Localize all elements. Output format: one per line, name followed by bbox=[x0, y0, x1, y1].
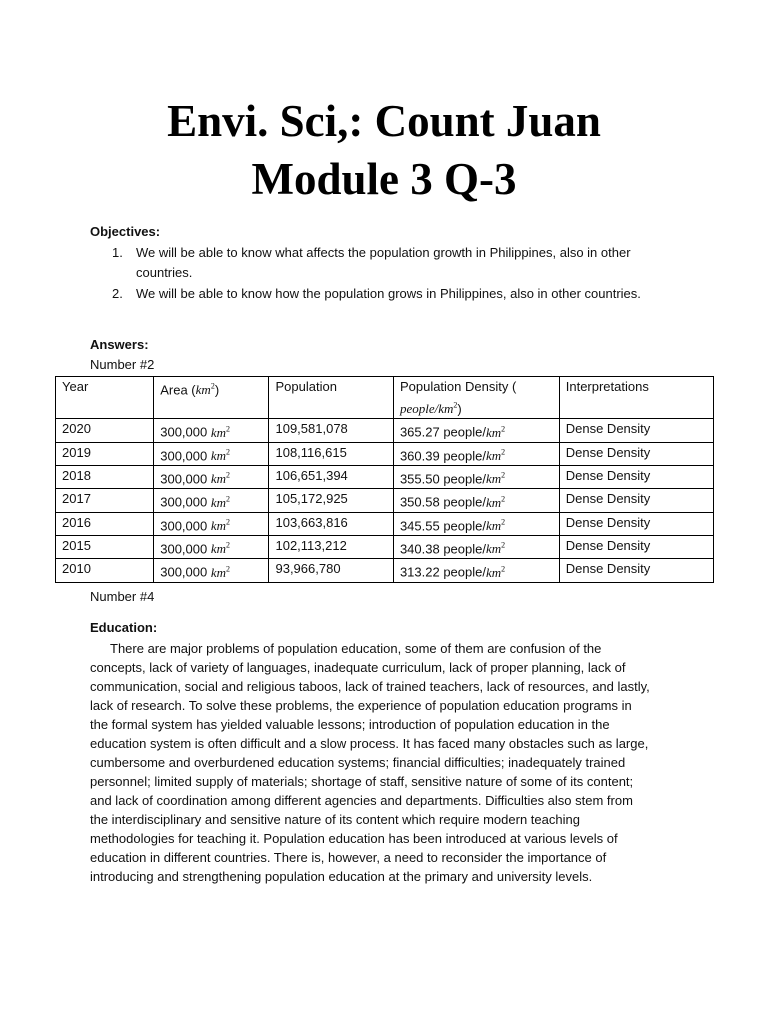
table-body bbox=[56, 419, 714, 582]
cell-population: 108,116,615 bbox=[269, 442, 393, 465]
cell-population: 93,966,780 bbox=[269, 559, 393, 582]
cell-year: 2018 bbox=[56, 465, 154, 488]
education-paragraph: There are major problems of population education, some of them are confusion of the concepts, lack of variety of languages, inadequate curriculum, lack of proper planning, lack of communication, social and religious taboos, lack of trained teachers, lack of resources, and lastly, lack of research. To solve these problems, the experience of population education programs in the formal system has yielded valuable lessons; introduction of population education in the education system is often difficult and a slow process. It has faced many obstacles such as large, cumbersome and overburdened education systems; financial difficulties; inadequately trained personnel; limited supply of materials; shortage of staff, sensitive nature of some of its content; and lack of coordination among different agencies and departments. Difficulties also stem from the interdisciplinary and sensitive nature of its content which require modern teaching methodologies for teaching it. Population education has been introduced at various levels of education in different countries. There is, however, a need to reconsider the importance of introducing and strengthening population education at the primary and university levels. bbox=[90, 641, 650, 884]
document-title bbox=[0, 92, 768, 208]
cell-area: 300,000 $km^2$ bbox=[154, 489, 269, 512]
cell-population: 106,651,394 bbox=[269, 465, 393, 488]
cell-area: 300,000 $km^2$ bbox=[154, 559, 269, 582]
header-population: Population bbox=[269, 377, 393, 419]
education-heading: Education: bbox=[90, 620, 158, 635]
objective-item-2 bbox=[112, 284, 682, 304]
header-interpretations: Interpretations bbox=[559, 377, 713, 419]
cell-interpretation: Dense Density bbox=[559, 559, 713, 582]
table-row bbox=[56, 419, 714, 442]
cell-area: 300,000 $km^2$ bbox=[154, 465, 269, 488]
cell-interpretation: Dense Density bbox=[559, 512, 713, 535]
answers-heading: Answers: bbox=[90, 337, 149, 352]
table-row bbox=[56, 559, 714, 582]
objective-text: We will be able to know how the population grows in Philippines, also in other countries. bbox=[136, 286, 641, 301]
cell-population: 103,663,816 bbox=[269, 512, 393, 535]
number-2-label: Number #2 bbox=[90, 357, 155, 372]
table-row bbox=[56, 442, 714, 465]
cell-interpretation: Dense Density bbox=[559, 419, 713, 442]
cell-interpretation: Dense Density bbox=[559, 465, 713, 488]
title-line-2: Module 3 Q-3 bbox=[251, 154, 517, 204]
cell-population: 105,172,925 bbox=[269, 489, 393, 512]
table-row bbox=[56, 465, 714, 488]
cell-area: 300,000 $km^2$ bbox=[154, 442, 269, 465]
objectives-list bbox=[112, 243, 682, 305]
table-row bbox=[56, 535, 714, 558]
cell-density: 345.55 people/$km^2$ bbox=[393, 512, 559, 535]
header-area: Area $(km^2)$ bbox=[154, 377, 269, 419]
cell-year: 2015 bbox=[56, 535, 154, 558]
cell-year: 2016 bbox=[56, 512, 154, 535]
cell-density: 313.22 people/$km^2$ bbox=[393, 559, 559, 582]
cell-density: 350.58 people/$km^2$ bbox=[393, 489, 559, 512]
cell-year: 2017 bbox=[56, 489, 154, 512]
cell-area: 300,000 $km^2$ bbox=[154, 535, 269, 558]
cell-density: 365.27 people/$km^2$ bbox=[393, 419, 559, 442]
header-year: Year bbox=[56, 377, 154, 419]
cell-year: 2020 bbox=[56, 419, 154, 442]
table-header-row bbox=[56, 377, 714, 419]
objective-text: We will be able to know what affects the population growth in Philippines, also in other countries. bbox=[136, 245, 631, 280]
cell-area: 300,000 $km^2$ bbox=[154, 512, 269, 535]
table-row bbox=[56, 512, 714, 535]
cell-interpretation: Dense Density bbox=[559, 442, 713, 465]
objective-number: 2. bbox=[112, 286, 123, 301]
number-4-label: Number #4 bbox=[90, 589, 155, 604]
cell-density: 355.50 people/$km^2$ bbox=[393, 465, 559, 488]
header-density: Population Density ( people/$km^2$) bbox=[393, 377, 559, 419]
objective-item-1 bbox=[112, 243, 682, 283]
cell-area: 300,000 $km^2$ bbox=[154, 419, 269, 442]
title-line-1: Envi. Sci,: Count Juan bbox=[167, 96, 601, 146]
cell-density: 340.38 people/$km^2$ bbox=[393, 535, 559, 558]
cell-density: 360.39 people/$km^2$ bbox=[393, 442, 559, 465]
objectives-heading: Objectives: bbox=[90, 224, 161, 239]
cell-interpretation: Dense Density bbox=[559, 489, 713, 512]
cell-population: 102,113,212 bbox=[269, 535, 393, 558]
cell-year: 2010 bbox=[56, 559, 154, 582]
cell-population: 109,581,078 bbox=[269, 419, 393, 442]
population-table bbox=[55, 376, 714, 583]
cell-year: 2019 bbox=[56, 442, 154, 465]
objective-number: 1. bbox=[112, 245, 123, 260]
cell-interpretation: Dense Density bbox=[559, 535, 713, 558]
table-row bbox=[56, 489, 714, 512]
